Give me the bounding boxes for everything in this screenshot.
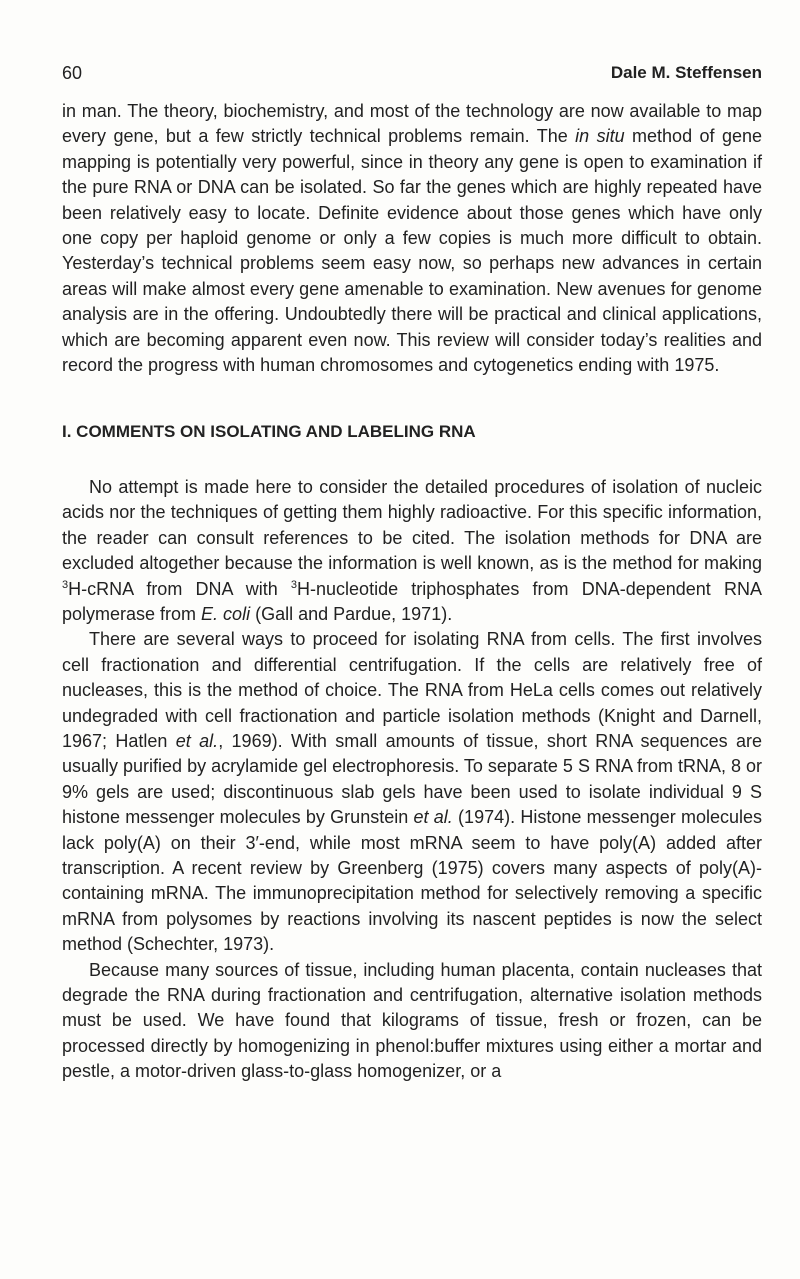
text-run: (1974). Histone messenger molecules lack poly(A) on their 3′-end, while most mRNA seem to have poly(A) added after transcription. A recent review by Greenberg (1975) covers many aspects of poly(A)-containing mRNA. The immunoprecipitation method for selectively removing a specific mRNA from polysomes by reactions involving its nascent peptides is now the select method (Schechter, 1973). xyxy=(62,807,762,955)
section-heading: I. COMMENTS ON ISOLATING AND LABELING RNA xyxy=(62,422,476,442)
text-run: H-cRNA from DNA with xyxy=(68,578,291,599)
text-run: in man. The theory, biochemistry, and most of the technology are now available to map every gene, but a few strictly technical problems remain. The xyxy=(62,101,762,147)
italic-species: E. coli xyxy=(201,603,251,624)
text-run: Because many sources of tissue, including human placenta, contain nucleases that degrade the RNA during fractionation and centrifugation, alternative isolation methods must be used. We have found that kilograms of tissue, fresh or frozen, can be processed directly by homogenizing in phenol:buffer mixtures using either a mortar and pestle, a motor-driven glass-to-glass homogenizer, or a xyxy=(62,959,762,1082)
text-run: , 1969). With small amounts of tissue, short RNA sequences are usually purified by acrylamide gel electrophoresis. To separate 5 S RNA from tRNA, 8 or 9% gels are used; discontinuous slab gels have been used to isolate individual 9 S histone messenger molecules by Grunstein xyxy=(62,730,763,828)
text-run: There are several ways to proceed for isolating RNA from cells. The first involves cell fractionation and differential centrifugation. If the cells are relatively free of nucleases, this is the method of choice. The RNA from HeLa cells comes out relatively undegraded with cell fractionation and particle isolation methods (Knight and Darnell, 1967; Hatlen xyxy=(62,629,762,751)
italic-term: in situ xyxy=(575,126,625,147)
page-number: 60 xyxy=(62,63,83,83)
text-run: No attempt is made here to consider the detailed procedures of isolation of nucleic acids nor the techniques of getting them highly radioactive. For this specific information, the reader can consult references to be cited. The isolation methods for DNA are excluded altogether because the information is well known, as is the method for making xyxy=(62,476,762,574)
superscript: 3 xyxy=(290,578,298,591)
text-run: H-nucleotide triphosphates from DNA-dependent RNA polymerase from xyxy=(62,578,762,624)
running-head-author: Dale M. Steffensen xyxy=(610,63,762,82)
paragraph-isolation-methods xyxy=(62,627,762,957)
superscript: 3 xyxy=(62,578,69,591)
paragraph-isolation-scope xyxy=(62,475,762,627)
text-run: method of gene mapping is potentially very powerful, since in theory any gene is open to examination if the pure RNA or DNA can be isolated. So far the genes which are highly repeated have been relatively easy to locate. Definite evidence about those genes which have only one copy per haploid genome or only a few copies is much more difficult to obtain. Yesterday’s technical problems seem easy now, so perhaps new advances in certain areas will make almost every gene amenable to examination. New avenues for genome analysis are in the offering. Undoubtedly there will be practical and clinical applications, which are becoming apparent even now. This review will consider today’s realities and record the progress with human chromosomes and cytogenetics ending with 1975. xyxy=(62,126,762,376)
italic-et-al: et al. xyxy=(413,807,453,828)
text-run: (Gall and Pardue, 1971). xyxy=(250,603,453,624)
italic-et-al: et al. xyxy=(175,730,219,751)
paragraph-intro xyxy=(62,99,762,378)
paragraph-alternative-methods xyxy=(62,958,762,1085)
body-text xyxy=(62,99,762,1085)
